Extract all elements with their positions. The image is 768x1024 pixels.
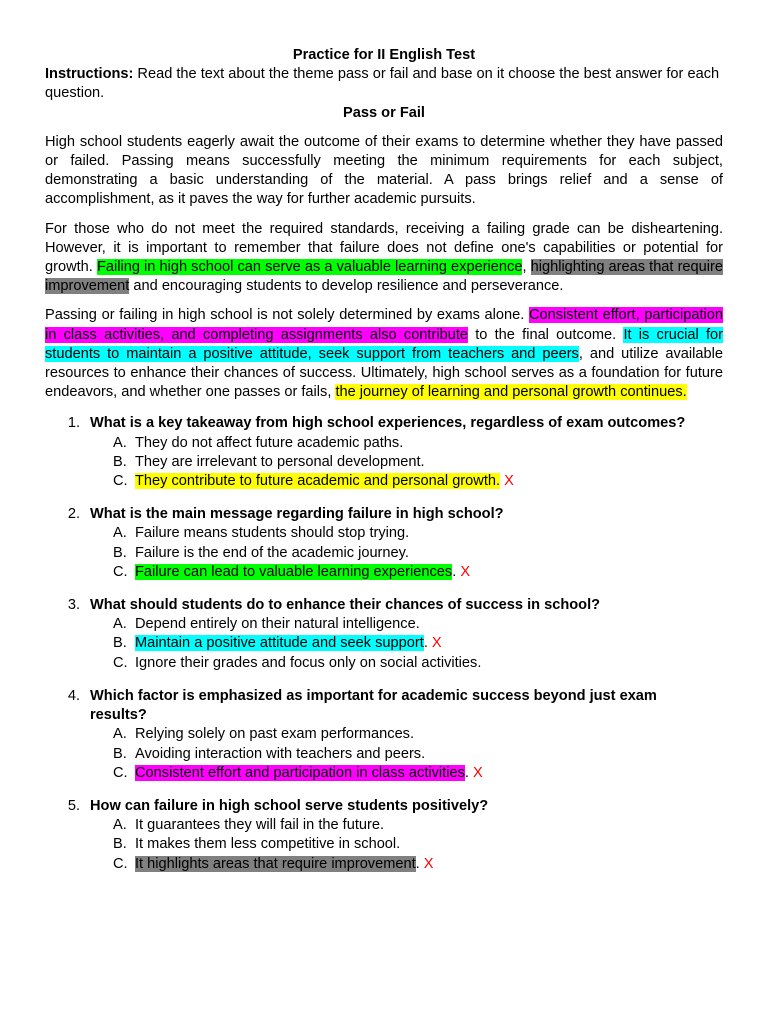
answer-option — [113, 434, 723, 453]
option-text: It guarantees they will fail in the future. — [135, 817, 385, 834]
answer-options — [45, 725, 723, 783]
text-span: , and utilize available resources to enhance their chances of success. Ultimately, high school serves as a foundation for future endeavors, and whether one passes or fails, — [45, 345, 723, 401]
passage-title: Pass or Fail — [343, 104, 425, 121]
document-title: Practice for II English Test — [292, 47, 476, 63]
option-punctuation: . — [423, 635, 432, 652]
instructions-label: Instructions: — [45, 66, 134, 83]
option-text: Ignore their grades and focus only on social activities. — [135, 654, 482, 671]
option-text-highlighted: Consistent effort and participation in class activities — [135, 764, 465, 781]
answer-option — [113, 816, 723, 835]
question-number — [45, 414, 90, 433]
text-span: Passing or failing in high school is not solely determined by exams alone. — [45, 307, 529, 324]
option-body — [135, 472, 723, 491]
option-punctuation: . — [464, 764, 473, 781]
option-letter: B. — [113, 836, 127, 853]
option-text: They are irrelevant to personal development. — [135, 453, 425, 470]
answer-mark: X — [431, 635, 442, 652]
option-letter: B. — [113, 453, 127, 470]
option-letter: B. — [113, 745, 127, 762]
option-letter: B. — [113, 635, 127, 652]
option-letter: C. — [113, 563, 128, 580]
passage-paragraph-2 — [45, 220, 723, 297]
highlight-gray: highlighting areas that require improvement — [45, 259, 724, 295]
question-list — [45, 414, 723, 873]
answer-options — [45, 524, 723, 582]
question-item — [45, 414, 723, 491]
question-number-text: 1. — [67, 415, 80, 432]
option-text-highlighted: Maintain a positive attitude and seek support — [135, 635, 424, 652]
option-body — [135, 835, 723, 854]
question-number — [45, 505, 90, 524]
option-body — [135, 615, 723, 634]
answer-option — [113, 835, 723, 854]
option-letter: B. — [113, 544, 127, 561]
answer-options — [45, 816, 723, 874]
option-letter: C. — [113, 764, 128, 781]
question-number-text: 5. — [67, 797, 80, 814]
question-item — [45, 687, 723, 783]
option-letter: A. — [113, 726, 127, 743]
question-text: What is the main message regarding failure in high school? — [90, 506, 504, 523]
answer-option — [113, 544, 723, 563]
question-number-text: 3. — [67, 597, 80, 614]
instructions — [45, 65, 723, 103]
question-row — [45, 687, 723, 725]
option-body — [135, 764, 723, 783]
answer-option — [113, 472, 723, 491]
question-number — [45, 797, 90, 816]
text-span: to the final outcome. — [467, 326, 624, 343]
option-body — [135, 634, 723, 653]
answer-option — [113, 563, 723, 582]
option-letter: A. — [113, 616, 127, 633]
answer-option — [113, 855, 723, 874]
question-item — [45, 596, 723, 673]
option-body — [135, 434, 723, 453]
option-letter: C. — [113, 855, 128, 872]
highlight-cyan: It is crucial for students to maintain a positive attitude, seek support from teachers and peers — [45, 326, 723, 362]
answer-options — [45, 434, 723, 492]
text-span: For those who do not meet the required standards, receiving a failing grade can be disheartening. However, it is important to remember that failure does not define one's capabilities or potential for growth. — [45, 220, 723, 276]
option-text: They do not affect future academic paths. — [135, 434, 404, 451]
option-letter: A. — [113, 525, 127, 542]
option-body — [135, 725, 723, 744]
question-text: How can failure in high school serve students positively? — [90, 797, 489, 814]
option-body — [135, 745, 723, 764]
answer-option — [113, 745, 723, 764]
option-text: It makes them less competitive in school. — [135, 836, 401, 853]
option-text: Failure means students should stop trying. — [135, 525, 410, 542]
option-body — [135, 816, 723, 835]
option-text-highlighted: It highlights areas that require improvement — [135, 855, 416, 872]
answer-option — [113, 634, 723, 653]
option-text: Failure is the end of the academic journey. — [135, 544, 409, 561]
answer-mark: X — [473, 764, 483, 781]
question-row — [45, 797, 723, 816]
highlight-yellow: the journey of learning and personal growth continues. — [335, 384, 687, 401]
instructions-text: Read the text about the theme pass or fail and base on it choose the best answer for each question. — [45, 66, 720, 102]
option-letter: A. — [113, 817, 127, 834]
option-body — [135, 654, 723, 673]
text-span: and encouraging students to develop resilience and perseverance. — [129, 278, 564, 295]
option-body — [135, 563, 723, 582]
answer-options — [45, 615, 723, 673]
question-number-text: 4. — [67, 687, 80, 704]
answer-mark: X — [423, 855, 434, 872]
passage-paragraph-3 — [45, 306, 723, 402]
question-item — [45, 505, 723, 582]
highlight-magenta: Consistent effort, participation in class activities, and completing assignments also contribute — [45, 307, 723, 343]
option-body — [135, 544, 723, 563]
question-row — [45, 505, 723, 524]
answer-option — [113, 524, 723, 543]
answer-option — [113, 453, 723, 472]
answer-option — [113, 615, 723, 634]
option-body — [135, 855, 723, 874]
option-letter: A. — [113, 434, 127, 451]
option-text: Avoiding interaction with teachers and peers. — [135, 745, 426, 762]
question-text: Which factor is emphasized as important for academic success beyond just exam results? — [90, 687, 657, 724]
answer-option — [113, 725, 723, 744]
option-text: Depend entirely on their natural intelligence. — [135, 616, 420, 633]
question-number — [45, 687, 90, 725]
answer-mark: X — [504, 473, 514, 490]
option-punctuation: . — [452, 563, 461, 580]
question-row — [45, 596, 723, 615]
answer-mark: X — [460, 563, 471, 580]
question-number — [45, 596, 90, 615]
highlight-green: Failing in high school can serve as a valuable learning experience — [96, 259, 523, 276]
option-letter: C. — [113, 654, 128, 671]
text-span: , — [522, 259, 531, 276]
option-body — [135, 524, 723, 543]
answer-option — [113, 654, 723, 673]
option-punctuation: . — [415, 855, 424, 872]
question-text: What is a key takeaway from high school experiences, regardless of exam outcomes? — [90, 415, 686, 432]
answer-option — [113, 764, 723, 783]
option-text-highlighted: They contribute to future academic and personal growth. — [135, 473, 501, 490]
question-text: What should students do to enhance their chances of success in school? — [90, 597, 601, 614]
option-letter: C. — [113, 473, 128, 490]
option-text: Relying solely on past exam performances. — [135, 726, 415, 743]
option-text-highlighted: Failure can lead to valuable learning experiences — [135, 563, 453, 580]
passage-paragraph-1: High school students eagerly await the outcome of their exams to determine whether they have passed or failed. Passing means successfully meeting the minimum requirements for each subject, demonstrating a basic understanding of the material. A pass brings relief and a sense of accomplishment, as it paves the way for further academic pursuits. — [45, 133, 723, 208]
question-number-text: 2. — [67, 506, 80, 523]
question-row — [45, 414, 723, 433]
option-body — [135, 453, 723, 472]
question-item — [45, 797, 723, 874]
